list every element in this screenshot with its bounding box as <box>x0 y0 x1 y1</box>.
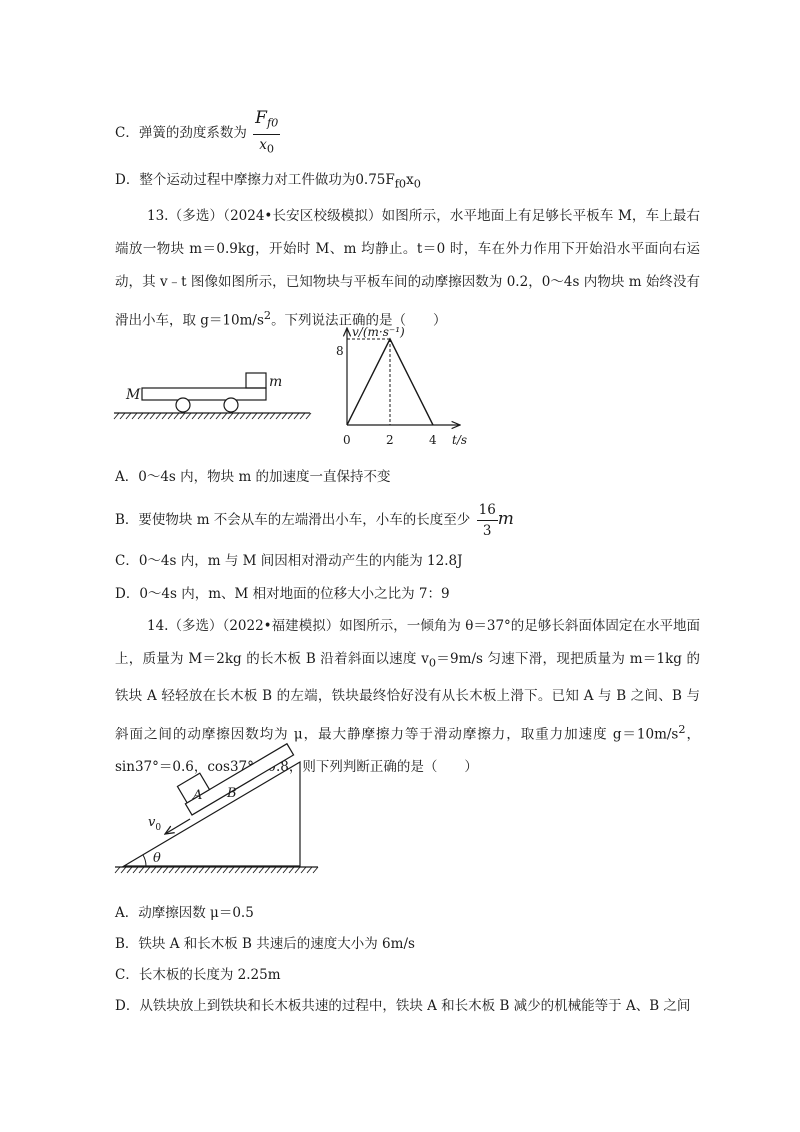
incline-wedge <box>124 762 300 866</box>
q14-option-b[interactable]: B．铁块 A 和长木板 B 共速后的速度大小为 6m/s <box>115 936 415 952</box>
option-c-prev: C．弹簧的劲度系数为 $\frac{F_{f0}}{x_0}$ <box>115 108 280 159</box>
hatch-mark <box>139 867 144 873</box>
tick-label-2: 2 <box>386 433 394 447</box>
q14-stem: 14.（多选）（2022•福建模拟）如图所示，一倾角为 θ＝37°的足够长斜面体固定在水平地面上，质量为 M＝2kg 的长木板 B 沿着斜面以速度 $v_0=9m/s$ 匀速下滑，现把质量为 m＝1kg 的铁块 A 轻轻放在长木板 B 的左端，铁块最终恰好没有从长木板上滑下。已知 A 与 B 之间、B 与斜面之间的动摩擦因数均为 μ，最大静摩擦力等于滑动摩擦力，取重力加速度 $g=10m/s^2$，sin37°＝0.6，cos37°＝0.8，则下列判断正确的是（ ） <box>115 618 701 776</box>
hatch-mark <box>271 867 276 873</box>
q14-option-d[interactable]: D．从铁块放上到铁块和长木板共速的过程中，铁块 A 和长木板 B 减少的机械能等于 A、B 之间 <box>115 998 691 1014</box>
hatch-mark <box>247 867 252 873</box>
hatch-mark <box>235 867 240 873</box>
label-v0: $v_0$ <box>148 815 162 833</box>
q13-option-d[interactable]: D．0～4s 内，m、M 相对地面的位移大小之比为 7：9 <box>115 586 450 602</box>
label-M: M <box>126 387 141 403</box>
label-A: A <box>193 788 203 803</box>
min-length-fraction: $\frac{16}{3}$ <box>478 502 496 539</box>
tick-label-8: 8 <box>336 344 344 358</box>
graph-ylabel: v/(m·s⁻¹) <box>352 325 405 339</box>
hatch-mark <box>127 867 132 873</box>
hatch-mark <box>307 867 312 873</box>
hatch-mark <box>187 867 192 873</box>
hatch-mark <box>223 867 228 873</box>
hatch-mark <box>313 867 318 873</box>
hatch-mark <box>193 867 198 873</box>
q13-option-c[interactable]: C．0～4s 内，m 与 M 间因相对滑动产生的内能为 12.8J <box>115 553 463 569</box>
hatch-mark <box>133 867 138 873</box>
hatch-mark <box>151 867 156 873</box>
ground-hatch <box>115 867 318 873</box>
q13-option-b[interactable]: B．要使物块 m 不会从车的左端滑出小车，小车的长度至少 $\frac{16}{3}$ m <box>115 502 514 539</box>
label-B: B <box>227 786 237 801</box>
angle-arc <box>143 855 146 866</box>
q14-option-c[interactable]: C．长木板的长度为 2.25m <box>115 967 281 983</box>
hatch-mark <box>217 867 222 873</box>
hatch-mark <box>283 867 288 873</box>
hatch-mark <box>115 867 120 873</box>
tick-label-0: 0 <box>343 433 351 447</box>
hatch-mark <box>205 867 210 873</box>
velocity-arrow <box>165 819 190 834</box>
hatch-mark <box>289 867 294 873</box>
hatch-mark <box>169 867 174 873</box>
q14-option-a[interactable]: A．动摩擦因数 μ＝0.5 <box>115 905 254 921</box>
hatch-mark <box>211 867 216 873</box>
label-m: m <box>269 374 283 390</box>
tick-label-4: 4 <box>429 433 437 447</box>
spring-constant-fraction: $\frac{F_{f0}}{x_0}$ <box>255 108 279 156</box>
hatch-mark <box>145 867 150 873</box>
hatch-mark <box>259 867 264 873</box>
hatch-mark <box>121 867 126 873</box>
hatch-mark <box>277 867 282 873</box>
graph-xlabel: t/s <box>452 433 468 447</box>
hatch-mark <box>181 867 186 873</box>
hatch-mark <box>229 867 234 873</box>
q13-option-a[interactable]: A．0～4s 内，物块 m 的加速度一直保持不变 <box>115 469 391 485</box>
option-d-prev: D．整个运动过程中摩擦力对工件做功为$0.75F_{f0}x_0$ <box>115 172 421 191</box>
hatch-mark <box>175 867 180 873</box>
hatch-mark <box>157 867 162 873</box>
hatch-mark <box>253 867 258 873</box>
hatch-mark <box>241 867 246 873</box>
hatch-mark <box>301 867 306 873</box>
hatch-mark <box>163 867 168 873</box>
hatch-mark <box>199 867 204 873</box>
hatch-mark <box>295 867 300 873</box>
hatch-mark <box>265 867 270 873</box>
label-theta: θ <box>153 851 161 866</box>
q13-stem: 13.（多选）（2024•长安区校级模拟）如图所示，水平地面上有足够长平板车 M，车上最右端放一物块 m＝0.9kg，开始时 M、m 均静止。t＝0 时，车在外力作用下开始沿水平面向右运动，其 v﹣t 图像如图所示，已知物块与平板车间的动摩擦因数为 0.2，0～4s 内物块 m 始终没有滑出小车，取 $g=10m/s^2$。下列说法正确的是（ ） <box>115 208 700 329</box>
